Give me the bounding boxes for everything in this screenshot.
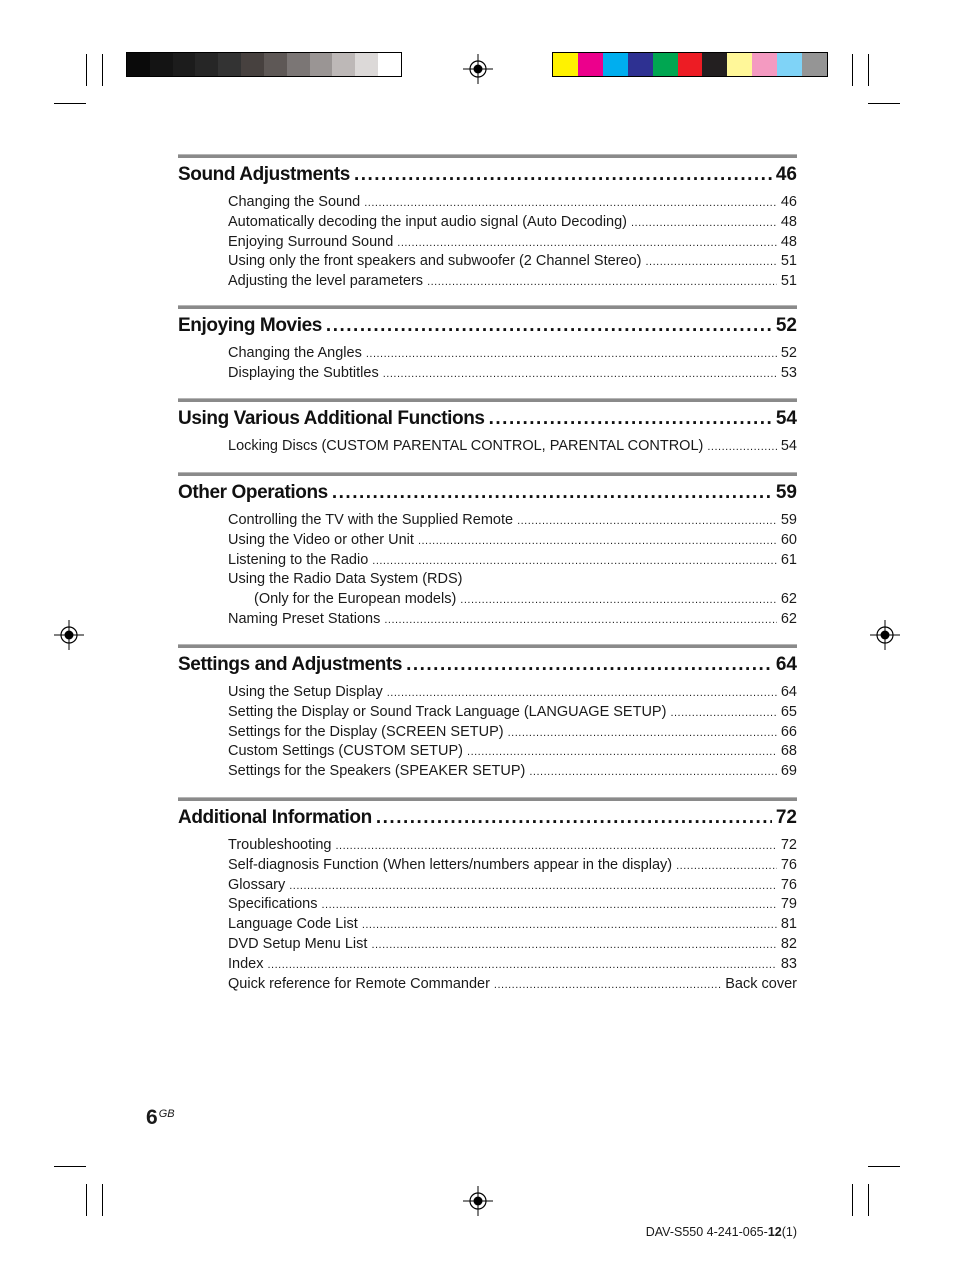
entry-title: Naming Preset Stations — [228, 610, 381, 627]
footer-tail: (1) — [781, 1225, 797, 1239]
section-rule — [178, 797, 797, 801]
crop-mark — [54, 1166, 86, 1167]
section-title: Other Operations — [178, 482, 328, 503]
color-swatch — [241, 53, 264, 76]
crop-mark — [54, 103, 86, 104]
toc-section — [178, 305, 797, 398]
color-swatch — [678, 53, 703, 76]
toc-section — [178, 797, 797, 994]
toc-entry[interactable] — [228, 703, 797, 723]
entry-page: 53 — [780, 364, 797, 381]
gray-calibration-bar — [126, 52, 402, 77]
color-swatch — [628, 53, 653, 76]
section-page: 52 — [775, 315, 797, 336]
entry-title: Quick reference for Remote Commander — [228, 975, 490, 992]
footer-model: DAV-S550 4-241-065- — [645, 1225, 768, 1239]
entry-title: Locking Discs (CUSTOM PARENTAL CONTROL, PARENTAL CONTROL) — [228, 438, 704, 454]
crop-mark — [868, 1184, 869, 1216]
leader-dots — [406, 651, 772, 679]
leader-dots — [489, 405, 772, 433]
toc-entry[interactable] — [228, 511, 797, 531]
toc-entry[interactable] — [228, 895, 797, 915]
entry-page: 79 — [780, 896, 797, 913]
section-rule — [178, 154, 797, 158]
color-swatch — [310, 53, 333, 76]
toc-entry[interactable] — [228, 252, 797, 272]
entry-page: 68 — [780, 743, 797, 760]
crop-mark — [102, 1184, 103, 1216]
color-swatch — [727, 53, 752, 76]
toc-entry[interactable] — [228, 876, 797, 896]
color-calibration-bar — [552, 52, 828, 77]
toc-entry[interactable] — [228, 551, 797, 571]
entry-title: DVD Setup Menu List — [228, 935, 368, 952]
color-swatch — [127, 53, 150, 76]
toc-entry[interactable] — [228, 610, 797, 630]
crop-mark — [102, 54, 103, 86]
toc-entry[interactable] — [228, 723, 797, 743]
toc-entry[interactable] — [228, 742, 797, 762]
entry-title: Using the Radio Data System (RDS) — [228, 571, 463, 588]
section-rule — [178, 305, 797, 309]
entry-title: Using the Video or other Unit — [228, 531, 414, 548]
entry-page: 62 — [780, 591, 797, 608]
entry-title: Setting the Display or Sound Track Language (LANGUAGE SETUP) — [228, 703, 667, 720]
entry-page: 62 — [780, 610, 797, 627]
registration-mark-icon — [463, 1186, 493, 1216]
entry-title: Specifications — [228, 896, 318, 913]
section-rule — [178, 644, 797, 648]
entry-title: Settings for the Speakers (SPEAKER SETUP) — [228, 763, 526, 780]
section-heading[interactable] — [178, 651, 797, 679]
color-swatch — [653, 53, 678, 76]
entry-page: 66 — [780, 723, 797, 740]
section-page: 64 — [775, 654, 797, 675]
crop-mark — [852, 54, 853, 86]
toc-entry[interactable] — [228, 955, 797, 975]
toc-entry[interactable] — [228, 344, 797, 364]
entry-title: Changing the Sound — [228, 194, 361, 210]
color-swatch — [218, 53, 241, 76]
entry-title: Changing the Angles — [228, 345, 362, 361]
footer-model-code — [646, 1225, 797, 1239]
registration-mark-icon — [463, 54, 493, 84]
section-page: 72 — [775, 807, 797, 828]
entry-title: Index — [228, 955, 264, 972]
crop-mark — [868, 1166, 900, 1167]
section-rule — [178, 472, 797, 476]
toc-entry[interactable] — [228, 590, 797, 610]
entry-page: 83 — [780, 955, 797, 972]
leader-dots — [332, 479, 772, 507]
toc-entry[interactable] — [228, 364, 797, 384]
entry-page: 69 — [780, 763, 797, 780]
entry-page: 52 — [780, 345, 797, 361]
registration-mark-icon — [870, 620, 900, 650]
entry-page: 59 — [780, 512, 797, 528]
section-heading[interactable] — [178, 405, 797, 433]
entry-title: Troubleshooting — [228, 837, 332, 853]
entry-page: 54 — [780, 438, 797, 454]
color-swatch — [553, 53, 578, 76]
color-swatch — [150, 53, 173, 76]
color-swatch — [578, 53, 603, 76]
color-swatch — [287, 53, 310, 76]
toc-entry[interactable] — [228, 762, 797, 782]
toc-section — [178, 398, 797, 472]
color-swatch — [332, 53, 355, 76]
color-swatch — [702, 53, 727, 76]
section-title: Using Various Additional Functions — [178, 408, 485, 429]
section-page: 46 — [775, 164, 797, 185]
entry-page: 48 — [780, 233, 797, 250]
entry-page: 65 — [780, 703, 797, 720]
table-of-contents — [178, 154, 797, 994]
registration-mark-icon — [54, 620, 84, 650]
section-title: Enjoying Movies — [178, 315, 322, 336]
entry-page: Back cover — [725, 975, 797, 992]
entry-page: 76 — [780, 876, 797, 893]
section-rule — [178, 398, 797, 402]
color-swatch — [603, 53, 628, 76]
section-title: Additional Information — [178, 807, 372, 828]
section-title: Sound Adjustments — [178, 164, 350, 185]
section-heading[interactable] — [178, 161, 797, 189]
toc-entry[interactable] — [228, 213, 797, 233]
entry-page: 76 — [780, 856, 797, 873]
entry-page: 81 — [780, 916, 797, 933]
crop-mark — [86, 1184, 87, 1216]
entry-page: 51 — [780, 253, 797, 270]
color-swatch — [355, 53, 378, 76]
entry-title: Self-diagnosis Function (When letters/numbers appear in the display) — [228, 856, 673, 873]
color-swatch — [777, 53, 802, 76]
section-heading[interactable] — [178, 804, 797, 832]
crop-mark — [868, 54, 869, 86]
crop-mark — [86, 54, 87, 86]
entry-page: 51 — [780, 273, 797, 290]
color-swatch — [378, 53, 401, 76]
entry-title: Settings for the Display (SCREEN SETUP) — [228, 723, 504, 740]
color-swatch — [752, 53, 777, 76]
section-heading[interactable] — [178, 312, 797, 340]
toc-entry[interactable] — [228, 935, 797, 955]
section-page: 59 — [775, 482, 797, 503]
toc-entry[interactable] — [228, 836, 797, 856]
page-number — [146, 1106, 174, 1130]
entry-title: Enjoying Surround Sound — [228, 233, 394, 250]
entry-title: Language Code List — [228, 916, 358, 933]
entry-page: 60 — [780, 531, 797, 548]
toc-entry[interactable] — [228, 531, 797, 551]
color-swatch — [173, 53, 196, 76]
toc-section — [178, 154, 797, 305]
entry-title: Using the Setup Display — [228, 684, 383, 700]
section-title: Settings and Adjustments — [178, 654, 403, 675]
page-number-value: 6 — [146, 1106, 158, 1129]
color-swatch — [264, 53, 287, 76]
entry-title: Controlling the TV with the Supplied Remote — [228, 512, 514, 528]
toc-entry[interactable] — [228, 437, 797, 457]
toc-entry[interactable] — [228, 856, 797, 876]
leader-dots — [326, 312, 772, 340]
leader-dots — [354, 161, 772, 189]
entry-title: Automatically decoding the input audio signal (Auto Decoding) — [228, 213, 627, 230]
leader-dots — [376, 804, 772, 832]
toc-entry[interactable] — [228, 193, 797, 213]
toc-entry[interactable] — [228, 272, 797, 292]
entry-title: Adjusting the level parameters — [228, 273, 424, 290]
footer-bold: 12 — [767, 1225, 782, 1239]
toc-entry[interactable] — [228, 233, 797, 253]
toc-entry[interactable] — [228, 975, 797, 995]
section-page: 54 — [775, 408, 797, 429]
crop-mark — [852, 1184, 853, 1216]
page-number-suffix: GB — [158, 1108, 175, 1120]
entry-page: 48 — [780, 213, 797, 230]
color-swatch — [802, 53, 827, 76]
entry-title: Listening to the Radio — [228, 551, 369, 568]
entry-title: Displaying the Subtitles — [228, 364, 379, 381]
entry-title: Using only the front speakers and subwoofer (2 Channel Stereo) — [228, 253, 642, 270]
color-swatch — [195, 53, 218, 76]
entry-title: Glossary — [228, 876, 286, 893]
section-heading[interactable] — [178, 479, 797, 507]
entry-title: Custom Settings (CUSTOM SETUP) — [228, 743, 464, 760]
toc-entry[interactable] — [228, 683, 797, 703]
entry-page: 64 — [780, 684, 797, 700]
entry-title: (Only for the European models) — [254, 591, 457, 608]
toc-section — [178, 644, 797, 797]
entry-page: 46 — [780, 194, 797, 210]
entry-page: 61 — [780, 551, 797, 568]
entry-page: 82 — [780, 935, 797, 952]
entry-page: 72 — [780, 837, 797, 853]
toc-section — [178, 472, 797, 644]
crop-mark — [868, 103, 900, 104]
toc-entry[interactable] — [228, 915, 797, 935]
toc-entry[interactable] — [228, 570, 797, 590]
